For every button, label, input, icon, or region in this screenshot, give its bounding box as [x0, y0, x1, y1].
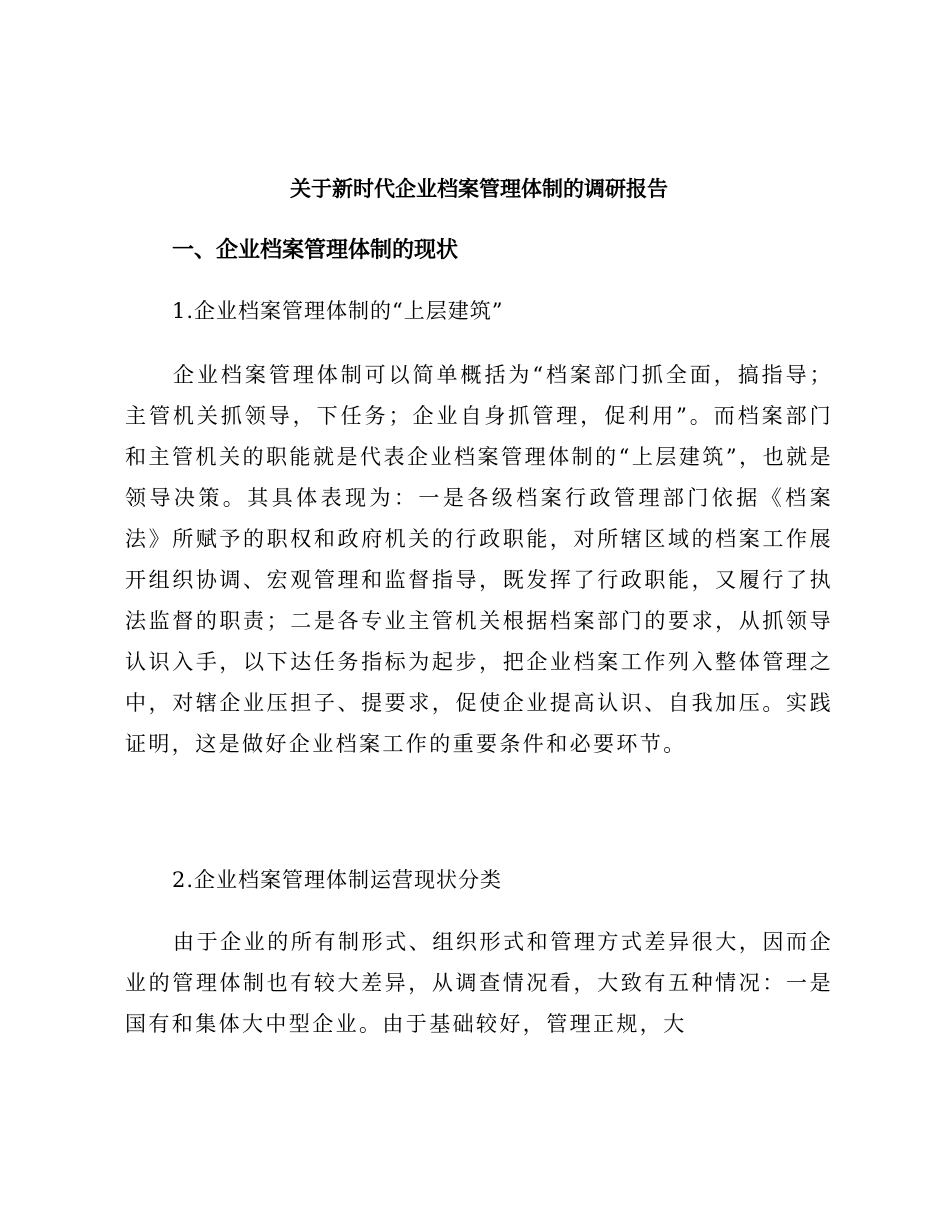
section-heading: 一、企业档案管理体制的现状	[172, 238, 459, 263]
body-paragraph: 由于企业的所有制形式、组织形式和管理方式差异很大，因而企业的管理体制也有较大差异，从调查情况看，大致有五种情况：一是国有和集体大中型企业。由于基础较好，管理正规，大	[125, 930, 833, 1036]
subsection-heading: 1.企业档案管理体制的“上层建筑”	[172, 299, 504, 323]
document-title: 关于新时代企业档案管理体制的调研报告	[290, 176, 668, 201]
subsection-heading: 2.企业档案管理体制运营现状分类	[172, 868, 503, 892]
body-paragraph: 企业档案管理体制可以简单概括为“档案部门抓全面，搞指导；主管机关抓领导，下任务；企业自身抓管理，促利用”。而档案部门和主管机关的职能就是代表企业档案管理体制的“上层建筑”，也就是领导决策。其具体表现为：一是各级档案行政管理部门依据《档案法》所赋予的职权和政府机关的行政职能，对所辖区域的档案工作展开组织协调、宏观管理和监督指导，既发挥了行政职能，又履行了执法监督的职责；二是各专业主管机关根据档案部门的要求，从抓领导认识入手，以下达任务指标为起步，把企业档案工作列入整体管理之中，对辖企业压担子、提要求，促使企业提高认识、自我加压。实践证明，这是做好企业档案工作的重要条件和必要环节。	[125, 363, 833, 756]
